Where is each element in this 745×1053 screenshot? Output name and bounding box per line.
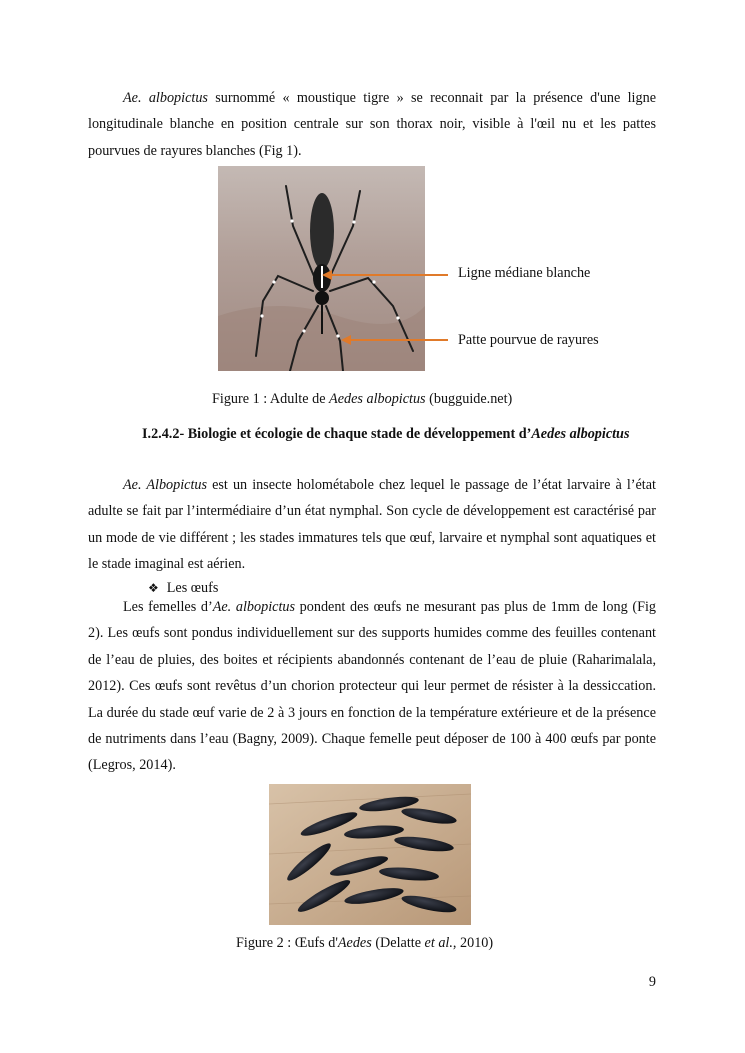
eggs-paragraph: Les femelles d’Ae. albopictus pondent des œufs ne mesurant pas plus de 1mm de long (Fig 2). Les œufs sont pondus individuellement sur des supports humides comme des feuilles contenant de l’eau de pluies, des boites et récipients abandonnés contenant de l’eau de pluie (Raharimalala, 2012). Ces œufs sont revêtus d’un chorion protecteur qui leur permet de résister à la dessiccation. La durée du stade œuf varie de 2 à 3 jours en fonction de la température extérieure et de la présence de nutriments dans l’eau (Bagny, 2009). Chaque femelle peut déposer de 100 à 400 œufs par ponte (Legros, 2014).: [88, 599, 657, 774]
figure1-caption: Figure 1 : Adulte de Aedes albopictus (bugguide.net): [212, 391, 513, 407]
section-species: Aedes albopictus: [531, 426, 630, 442]
diamond-bullet-icon: ❖: [148, 581, 159, 595]
paragraph-text: pondent des œufs ne mesurant pas plus de 1mm de long (Fig 2). Les œufs sont pondus individuellement sur des supports humides comme des feuilles contenant de l’eau de pluies, des boites et récipients abandonnés contenant de l’eau de pluie (Raharimalala, 2012). Ces œufs sont revêtus d’un chorion protecteur qui leur permet de résister à la dessiccation. La durée du stade œuf varie de 2 à 3 jours en fonction de la température extérieure et de la présence de nutriments dans l’eau (Bagny, 2009). Chaque femelle peut déposer de 100 à 400 œufs par ponte (Legros, 2014).: [88, 599, 657, 774]
callout-striped-leg: Patte pourvue de rayures: [458, 332, 599, 348]
section-heading: [88, 421, 656, 447]
biology-paragraph: [88, 472, 656, 578]
section-number: I.2.4.2-: [142, 426, 185, 442]
page-number: 9: [648, 974, 656, 990]
species-name: Ae. albopictus: [123, 90, 208, 106]
callout-median-line: Ligne médiane blanche: [458, 265, 591, 281]
species-name: Ae. albopictus: [212, 599, 295, 615]
paragraph-text: est un insecte holométabole chez lequel le passage de l’état larvaire à l’état adulte se fait par l’intermédiaire d’un état nymphal. Son cycle de développement est caractérisé par un mode de vie différent ; les stades immatures tels que œuf, larvaire et nymphal sont aquatiques et le stade imaginal est aérien.: [88, 477, 656, 573]
eggs-photo: [269, 784, 471, 925]
paragraph-text: surnommé « moustique tigre » se reconnait par la présence d'une ligne longitudinale blanche en position centrale sur son thorax noir, visible à l'œil nu et les pattes pourvues de rayures blanches (Fig 1).: [88, 90, 656, 159]
arrowhead-icon: [341, 335, 351, 345]
arrowhead-icon: [322, 270, 332, 280]
caption-species: Aedes albopictus: [329, 391, 426, 407]
figure2-caption: Figure 2 : Œufs d'Aedes (Delatte et al., 2010): [236, 935, 494, 951]
section-title: Biologie et écologie de chaque stade de développement d’: [184, 426, 532, 442]
caption-species: Aedes: [337, 935, 372, 951]
bullet-label: Les œufs: [166, 580, 219, 596]
species-name: Ae. Albopictus: [123, 477, 208, 493]
